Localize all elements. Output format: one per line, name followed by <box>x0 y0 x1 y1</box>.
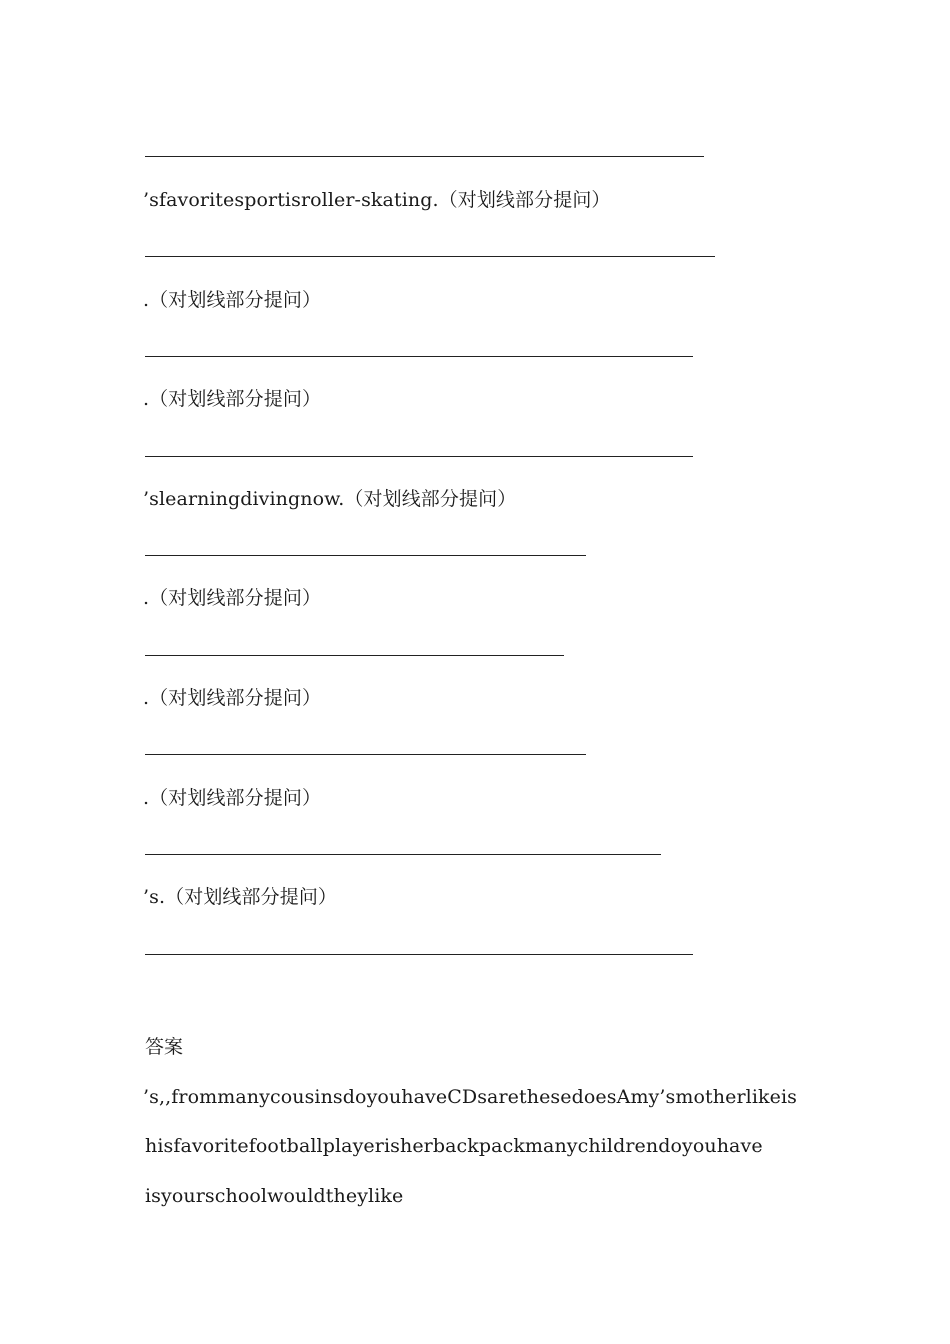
answer-blank-line <box>145 555 586 556</box>
question-prompt: ’sfavoritesportisroller-skating.（对划线部分提问） <box>143 189 611 211</box>
answers-heading: 答案 <box>145 1036 184 1058</box>
question-prompt: .（对划线部分提问） <box>143 587 322 609</box>
answer-blank-line <box>145 156 704 157</box>
question-prompt: .（对划线部分提问） <box>143 687 322 709</box>
answer-blank-line <box>145 954 693 955</box>
question-prompt: .（对划线部分提问） <box>143 787 322 809</box>
question-prompt: .（对划线部分提问） <box>143 289 322 311</box>
answer-line: isyourschoolwouldtheylike <box>145 1185 404 1207</box>
question-prompt: .（对划线部分提问） <box>143 388 322 410</box>
answer-blank-line <box>145 854 661 855</box>
answer-line: hisfavoritefootballplayerisherbackpackmanychildrendoyouhave <box>145 1135 763 1157</box>
answer-blank-line <box>145 456 693 457</box>
answer-blank-line <box>145 256 715 257</box>
answer-blank-line <box>145 655 564 656</box>
question-prompt: ’slearningdivingnow.（对划线部分提问） <box>143 488 517 510</box>
answer-blank-line <box>145 356 693 357</box>
answer-line: ’s,,frommanycousinsdoyouhaveCDsarethesedoesAmy’smotherlikeis <box>143 1086 797 1108</box>
answer-blank-line <box>145 754 586 755</box>
question-prompt: ’s.（对划线部分提问） <box>143 886 338 908</box>
